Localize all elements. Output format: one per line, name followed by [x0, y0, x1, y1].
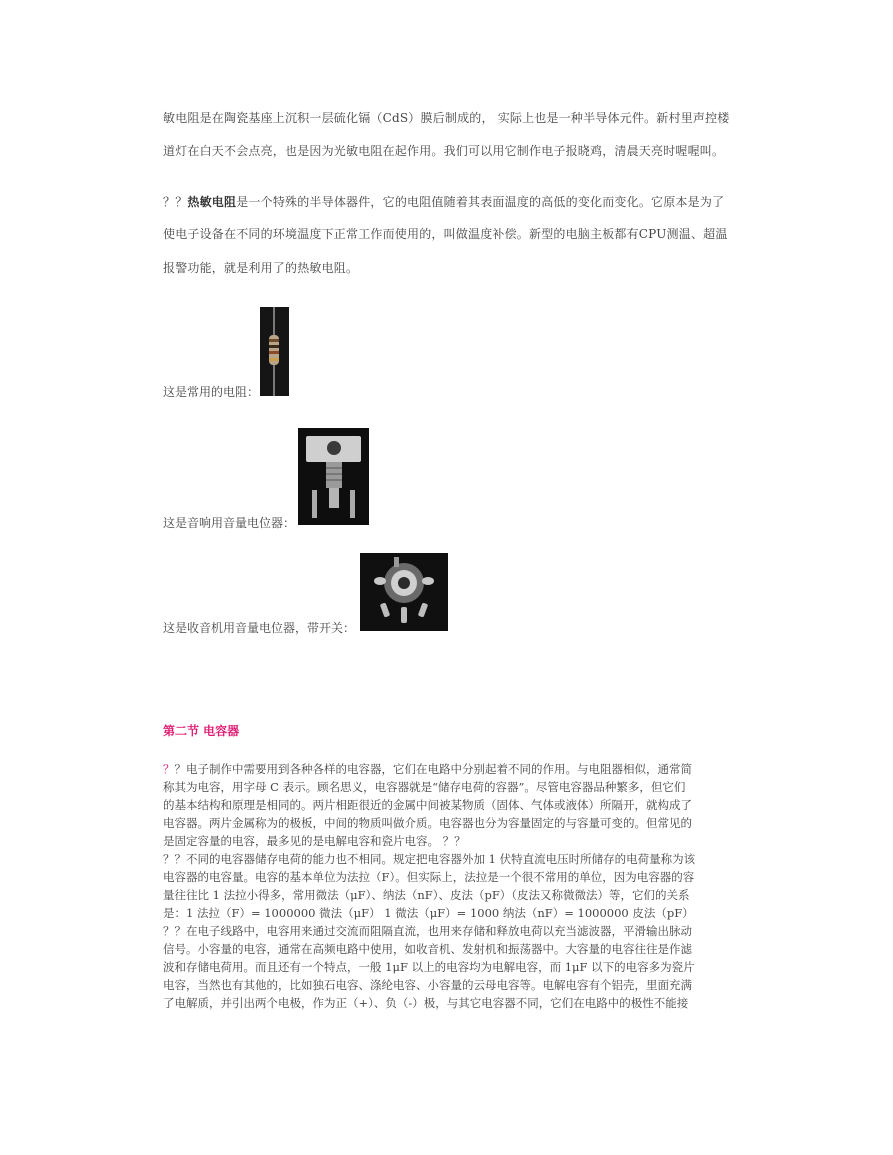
thermistor-term: 热敏电阻: [187, 195, 237, 209]
capacitor-paragraph-line: ？？不同的电容器储存电荷的能力也不相同。规定把电容器外加 1 伏特直流电压时所储存的电荷量称为该: [163, 852, 696, 866]
capacitor-paragraph-line: 是固定容量的电容，最多见的是电解电容和瓷片电容。 ？？: [163, 834, 466, 848]
audio-pot-caption: 这是音响用音量电位器：: [163, 516, 296, 530]
paragraph-line: 使电子设备在不同的环境温度下正常工作而使用的，叫做温度补偿。新型的电脑主板都有CPU测温、超温: [163, 227, 728, 241]
capacitor-paragraph-line: 是：1 法拉（F）= 1000000 微法（μF） 1 微法（μF）= 1000 纳法（nF）= 1000000 皮法（pF）: [163, 906, 694, 920]
question-marks: ？？: [163, 195, 188, 209]
paragraph-line: 道灯在白天不会点亮，也是因为光敏电阻在起作用。我们可以用它制作电子报晓鸡，清晨天亮时喔喔叫。: [163, 144, 725, 158]
section-title: 第二节 电容器: [163, 724, 240, 738]
capacitor-paragraph-line: 电容器的电容量。电容的基本单位为法拉（F）。但实际上，法拉是一个很不常用的单位，因为电容器的容: [163, 870, 695, 884]
capacitor-paragraph-line: 量往往比 1 法拉小得多，常用微法（μF）、纳法（nF）、皮法（pF）（皮法又称微微法）等，它们的关系: [163, 888, 690, 902]
capacitor-paragraph-line: 电容，当然也有其他的，比如独石电容、涤纶电容、小容量的云母电容等。电解电容有个铝壳，里面充满: [163, 978, 692, 992]
resistor-photo: [260, 307, 289, 396]
capacitor-paragraph-line: ？？在电子线路中，电容用来通过交流而阻隔直流，也用来存储和释放电荷以充当滤波器，平滑输出脉动: [163, 924, 692, 938]
paragraph-line: 报警功能，就是利用了的热敏电阻。: [163, 261, 359, 275]
capacitor-paragraph-line: 信号。小容量的电容，通常在高频电路中使用，如收音机、发射机和振荡器中。大容量的电容往往是作滤: [163, 942, 692, 956]
capacitor-paragraph-line: 了电解质，并引出两个电极，作为正（+）、负（-）极，与其它电容器不同，它们在电路中的极性不能接: [163, 996, 689, 1010]
highlight-mark: ？: [163, 762, 175, 776]
capacitor-paragraph-line: 称其为电容，用字母 C 表示。顾名思义，电容器就是“储存电荷的容器”。尽管电容器品种繁多，但它们: [163, 780, 686, 794]
radio-potentiometer-photo: [360, 553, 448, 631]
capacitor-paragraph-line: 电容器。两片金属称为的极板，中间的物质叫做介质。电容器也分为容量固定的与容量可变的。但常见的: [163, 816, 692, 830]
capacitor-paragraph-line: 的基本结构和原理是相同的。两片相距很近的金属中间被某物质（固体、气体或液体）所隔开，就构成了: [163, 798, 692, 812]
thermistor-text: 是一个特殊的半导体器件，它的电阻值随着其表面温度的高低的变化而变化。它原本是为了: [236, 195, 725, 209]
paragraph-line: 敏电阻是在陶瓷基座上沉积一层硫化镉（CdS）膜后制成的， 实际上也是一种半导体元件。新村里声控楼: [163, 111, 730, 125]
radio-pot-caption: 这是收音机用音量电位器，带开关：: [163, 621, 356, 635]
line-text: ？电子制作中需要用到各种各样的电容器，它们在电路中分别起着不同的作用。与电阻器相似，通常简: [174, 762, 692, 776]
capacitor-paragraph-line: 波和存储电荷用。而且还有一个特点，一般 1μF 以上的电容均为电解电容，而 1μF 以下的电容多为瓷片: [163, 960, 695, 974]
thermistor-paragraph-line: [163, 193, 724, 210]
capacitor-paragraph-line: [163, 761, 692, 778]
audio-potentiometer-photo: [298, 428, 369, 525]
resistor-caption: 这是常用的电阻：: [163, 385, 260, 399]
